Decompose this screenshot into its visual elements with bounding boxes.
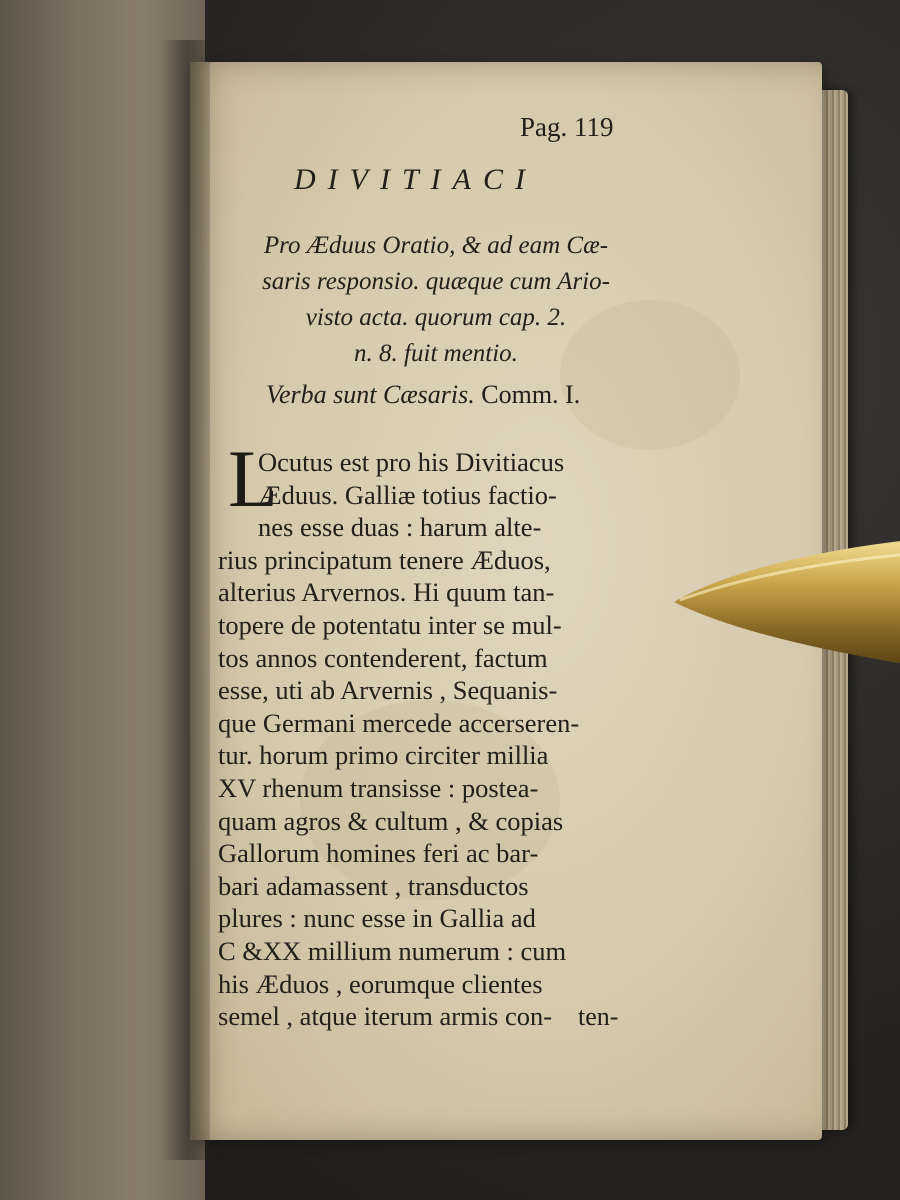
brass-page-pointer-icon <box>670 540 900 670</box>
body-line: XV rhenum transisse : postea- <box>218 772 539 803</box>
body-line: tur. horum primo circiter millia <box>218 740 549 771</box>
body-text <box>218 446 630 1033</box>
body-line: topere de potentatu inter se mul- <box>218 609 562 640</box>
drop-cap-letter: L <box>228 433 279 524</box>
body-line: Æduus. Galliæ totius factio- <box>258 479 557 510</box>
body-line: semel , atque iterum armis con- <box>218 1001 553 1032</box>
book-gutter-shadow <box>160 40 210 1160</box>
catchword: ten- <box>578 1002 619 1031</box>
page-number: Pag. 119 <box>520 112 614 142</box>
body-line: quam agros & cultum , & copias <box>218 805 564 836</box>
body-line: alterius Arvernos. Hi quum tan- <box>218 577 555 608</box>
reference-italic: Verba sunt Cæsaris. <box>266 380 475 409</box>
body-line: Ocutus est pro his Divitiacus <box>258 447 565 477</box>
reference-plain: Comm. I. <box>481 380 581 409</box>
subtitle-line: saris responsio. quæque cum Ario- <box>262 268 610 295</box>
body-line: his Æduos , eorumque clientes <box>218 968 543 999</box>
body-line: rius principatum tenere Æduos, <box>218 544 551 575</box>
source-reference <box>266 380 580 410</box>
subtitle-line: n. 8. fuit mentio. <box>354 340 518 367</box>
subtitle-block <box>236 228 636 372</box>
page-title: DIVITIACI <box>294 163 537 196</box>
body-line: nes esse duas : harum alte- <box>258 512 542 543</box>
body-line: tos annos contenderent, factum <box>218 642 548 673</box>
subtitle-line: Pro Æduus Oratio, & ad eam Cæ- <box>263 232 609 259</box>
body-line: Gallorum homines feri ac bar- <box>218 838 539 869</box>
body-line: plures : nunc esse in Gallia ad <box>218 903 536 934</box>
body-line: que Germani mercede accerseren- <box>218 707 580 738</box>
body-line: bari adamassent , transductos <box>218 870 529 901</box>
body-line: C &XX millium numerum : cum <box>218 935 567 966</box>
subtitle-line: visto acta. quorum cap. 2. <box>305 304 567 331</box>
body-line: esse, uti ab Arvernis , Sequanis- <box>218 675 558 706</box>
